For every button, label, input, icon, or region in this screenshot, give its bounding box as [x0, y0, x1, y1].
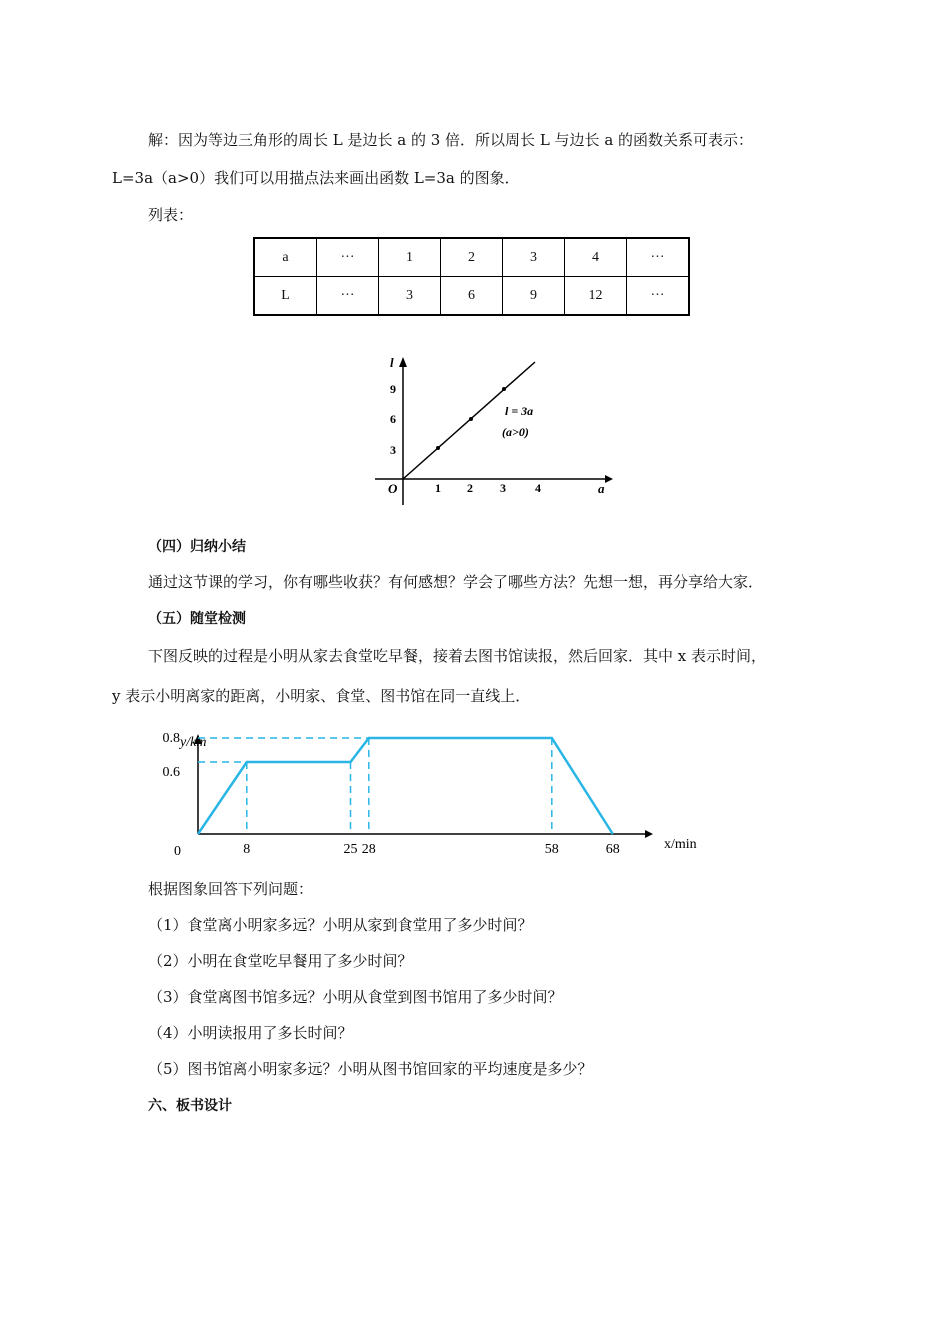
origin-tick-label: 0	[174, 844, 181, 859]
l-tick-label: 6	[390, 412, 396, 426]
table-cell: 12	[565, 277, 627, 316]
section-5-text-1: 下图反映的过程是小明从家去食堂吃早餐，接着去图书馆读报，然后回家．其中 x 表示时间，	[148, 647, 766, 665]
table-row	[254, 238, 689, 277]
value-table	[253, 237, 690, 316]
question-2: （2）小明在食堂吃早餐用了多少时间？	[148, 952, 413, 970]
a-tick-label: 1	[435, 481, 441, 495]
distance-time-chart	[140, 720, 730, 870]
question-1: （1）食堂离小明家多远？小明从家到食堂用了多少时间？	[148, 916, 533, 934]
l-axis-label: l	[390, 355, 394, 370]
l-axis-arrow	[399, 357, 407, 367]
table-cell: a	[254, 238, 317, 277]
a-tick-label: 3	[500, 481, 506, 495]
table-cell: 3	[379, 277, 441, 316]
x-axis-arrow	[645, 830, 653, 838]
intro-line-2: L=3a（a>0）我们可以用描点法来画出函数 L=3a 的图象．	[112, 169, 520, 187]
table-cell: ···	[317, 238, 379, 277]
x-tick-label: 25	[343, 842, 358, 857]
data-point	[502, 387, 506, 391]
origin-label: O	[388, 481, 398, 496]
x-axis-label: x/min	[664, 837, 697, 852]
question-5: （5）图书馆离小明家多远？小明从图书馆回家的平均速度是多少？	[148, 1060, 593, 1078]
a-tick-label: 2	[467, 481, 473, 495]
table-cell: ···	[627, 238, 690, 277]
table-cell: 4	[565, 238, 627, 277]
table-cell: ···	[317, 277, 379, 316]
y-axis-label: y/km	[180, 735, 207, 750]
x-tick-label: 28	[361, 842, 376, 857]
section-5-text-2: y 表示小明离家的距离，小明家、食堂、图书馆在同一直线上．	[112, 687, 531, 705]
y-tick-label: 0.6	[162, 765, 180, 780]
x-tick-label: 68	[605, 842, 620, 857]
table-cell: 1	[379, 238, 441, 277]
x-tick-label: 8	[243, 842, 251, 857]
a-axis-label: a	[598, 481, 605, 496]
data-point	[436, 446, 440, 450]
question-3: （3）食堂离图书馆多远？小明从食堂到图书馆用了多少时间？	[148, 988, 563, 1006]
a-tick-label: 4	[535, 481, 541, 495]
l-tick-label: 3	[390, 443, 396, 457]
l-tick-label: 9	[390, 382, 396, 396]
section-4-text: 通过这节课的学习，你有哪些收获？有何感想？学会了哪些方法？先想一想，再分享给大家．	[148, 573, 764, 591]
table-cell: 3	[503, 238, 565, 277]
table-cell: 6	[441, 277, 503, 316]
table-cell: ···	[627, 277, 690, 316]
section-5-heading: （五）随堂检测	[148, 611, 246, 627]
linear-function-graph	[360, 345, 620, 510]
table-cell: 9	[503, 277, 565, 316]
a-axis-arrow	[605, 475, 613, 483]
function-line	[403, 362, 535, 479]
table-row	[254, 277, 689, 316]
series-line	[198, 738, 613, 834]
table-cell: 2	[441, 238, 503, 277]
condition-label: (a>0)	[502, 425, 529, 439]
table-cell: L	[254, 277, 317, 316]
questions-intro: 根据图象回答下列问题：	[148, 880, 314, 898]
y-tick-label: 0.8	[162, 731, 180, 746]
list-label: 列表：	[148, 206, 194, 224]
section-6-heading: 六、板书设计	[148, 1098, 232, 1114]
question-4: （4）小明读报用了多长时间？	[148, 1024, 353, 1042]
formula-label: l = 3a	[505, 404, 534, 418]
section-4-heading: （四）归纳小结	[148, 539, 246, 555]
data-point	[469, 417, 473, 421]
intro-line-1: 解：因为等边三角形的周长 L 是边长 a 的 3 倍．所以周长 L 与边长 a 的函数关系可表示：	[148, 131, 754, 149]
x-tick-label: 58	[544, 842, 559, 857]
